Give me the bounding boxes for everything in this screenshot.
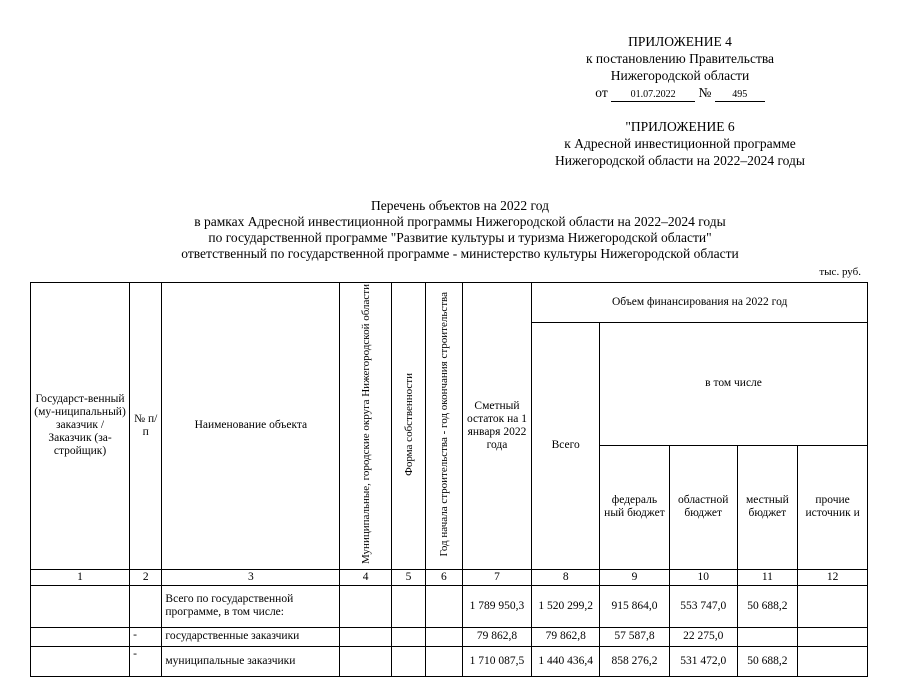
cell-total: 1 520 299,2 (532, 585, 600, 627)
header-customer: Государст-венный (му-ниципальный) заказчик / Заказчик (за-стройщик) (31, 283, 130, 570)
cell-municipality (340, 646, 392, 676)
appendix-6-header (500, 118, 860, 169)
order-date: 01.07.2022 (611, 89, 695, 102)
cell-ownership (391, 585, 425, 627)
appendix-6-line2: к Адресной инвестиционной программе (564, 136, 796, 151)
col-number: 2 (130, 569, 162, 585)
appendix-4-title: ПРИЛОЖЕНИЕ 4 (628, 34, 732, 49)
header-years (426, 283, 462, 570)
cell-regional: 531 472,0 (669, 646, 737, 676)
header-total: Всего (532, 323, 600, 570)
appendix-6-line3: Нижегородской области на 2022–2024 годы (555, 153, 805, 168)
col-number: 4 (340, 569, 392, 585)
header-ownership (391, 283, 425, 570)
cell-years (426, 646, 462, 676)
cell-name: государственные заказчики (162, 627, 340, 646)
header-federal: федераль ный бюджет (600, 445, 670, 569)
appendix-6-title: "ПРИЛОЖЕНИЕ 6 (625, 119, 735, 134)
cell-other (798, 627, 868, 646)
cell-total: 79 862,8 (532, 627, 600, 646)
title-line-3: по государственной программе "Развитие культуры и туризма Нижегородской области" (208, 230, 712, 245)
cell-years (426, 585, 462, 627)
cell-local (737, 627, 798, 646)
table-row (31, 585, 868, 627)
appendix-4-header (500, 33, 860, 84)
header-num: № п/п (130, 283, 162, 570)
order-number-label: № (698, 85, 712, 100)
col-number: 5 (391, 569, 425, 585)
cell-name: Всего по государственной программе, в том числе: (162, 585, 340, 627)
title-line-1: Перечень объектов на 2022 год (371, 198, 549, 213)
header-name: Наименование объекта (162, 283, 340, 570)
cell-estimate: 79 862,8 (462, 627, 532, 646)
cell-num: - (130, 627, 162, 646)
cell-years (426, 627, 462, 646)
appendix-4-line3: Нижегородской области (610, 68, 750, 83)
header-other: прочие источник и (798, 445, 868, 569)
units-label: тыс. руб. (819, 266, 861, 278)
header-municipality (340, 283, 392, 570)
cell-local: 50 688,2 (737, 585, 798, 627)
col-number: 1 (31, 569, 130, 585)
title-line-2: в рамках Адресной инвестиционной программы Нижегородской области на 2022–2024 годы (194, 214, 726, 229)
col-number: 9 (600, 569, 670, 585)
cell-federal: 57 587,8 (600, 627, 670, 646)
order-from-label: от (595, 85, 608, 100)
header-years-text: Год начала строительства - год окончания строительства (437, 291, 450, 557)
col-number: 7 (462, 569, 532, 585)
header-funding: Объем финансирования на 2022 год (532, 283, 868, 323)
order-number: 495 (715, 89, 765, 102)
col-number: 6 (426, 569, 462, 585)
cell-estimate: 1 789 950,3 (462, 585, 532, 627)
col-number: 12 (798, 569, 868, 585)
table-row (31, 646, 868, 676)
cell-customer (31, 646, 130, 676)
cell-customer (31, 585, 130, 627)
cell-customer (31, 627, 130, 646)
header-estimate: Сметный остаток на 1 января 2022 года (462, 283, 532, 570)
col-number: 11 (737, 569, 798, 585)
cell-estimate: 1 710 087,5 (462, 646, 532, 676)
cell-local: 50 688,2 (737, 646, 798, 676)
table-row (31, 627, 868, 646)
title-line-4: ответственный по государственной программе - министерство культуры Нижегородской области (181, 246, 739, 261)
col-number: 3 (162, 569, 340, 585)
cell-regional: 22 275,0 (669, 627, 737, 646)
appendix-4-line2: к постановлению Правительства (585, 51, 775, 66)
document-title (60, 198, 860, 262)
cell-num: - (130, 646, 162, 676)
cell-municipality (340, 627, 392, 646)
cell-other (798, 585, 868, 627)
header-regional: областной бюджет (669, 445, 737, 569)
cell-ownership (391, 646, 425, 676)
cell-regional: 553 747,0 (669, 585, 737, 627)
cell-federal: 915 864,0 (600, 585, 670, 627)
appendix-4-order (500, 84, 860, 102)
cell-federal: 858 276,2 (600, 646, 670, 676)
cell-total: 1 440 436,4 (532, 646, 600, 676)
header-ownership-text: Форма собственности (402, 372, 415, 476)
cell-ownership (391, 627, 425, 646)
col-number: 8 (532, 569, 600, 585)
header-municipality-text: Муниципальные, городские округа Нижегородской области (359, 284, 372, 564)
cell-num (130, 585, 162, 627)
objects-table (30, 282, 868, 677)
header-local: местный бюджет (737, 445, 798, 569)
cell-name: муниципальные заказчики (162, 646, 340, 676)
column-number-row (31, 569, 868, 585)
header-including: в том числе (600, 323, 868, 446)
cell-municipality (340, 585, 392, 627)
col-number: 10 (669, 569, 737, 585)
cell-other (798, 646, 868, 676)
